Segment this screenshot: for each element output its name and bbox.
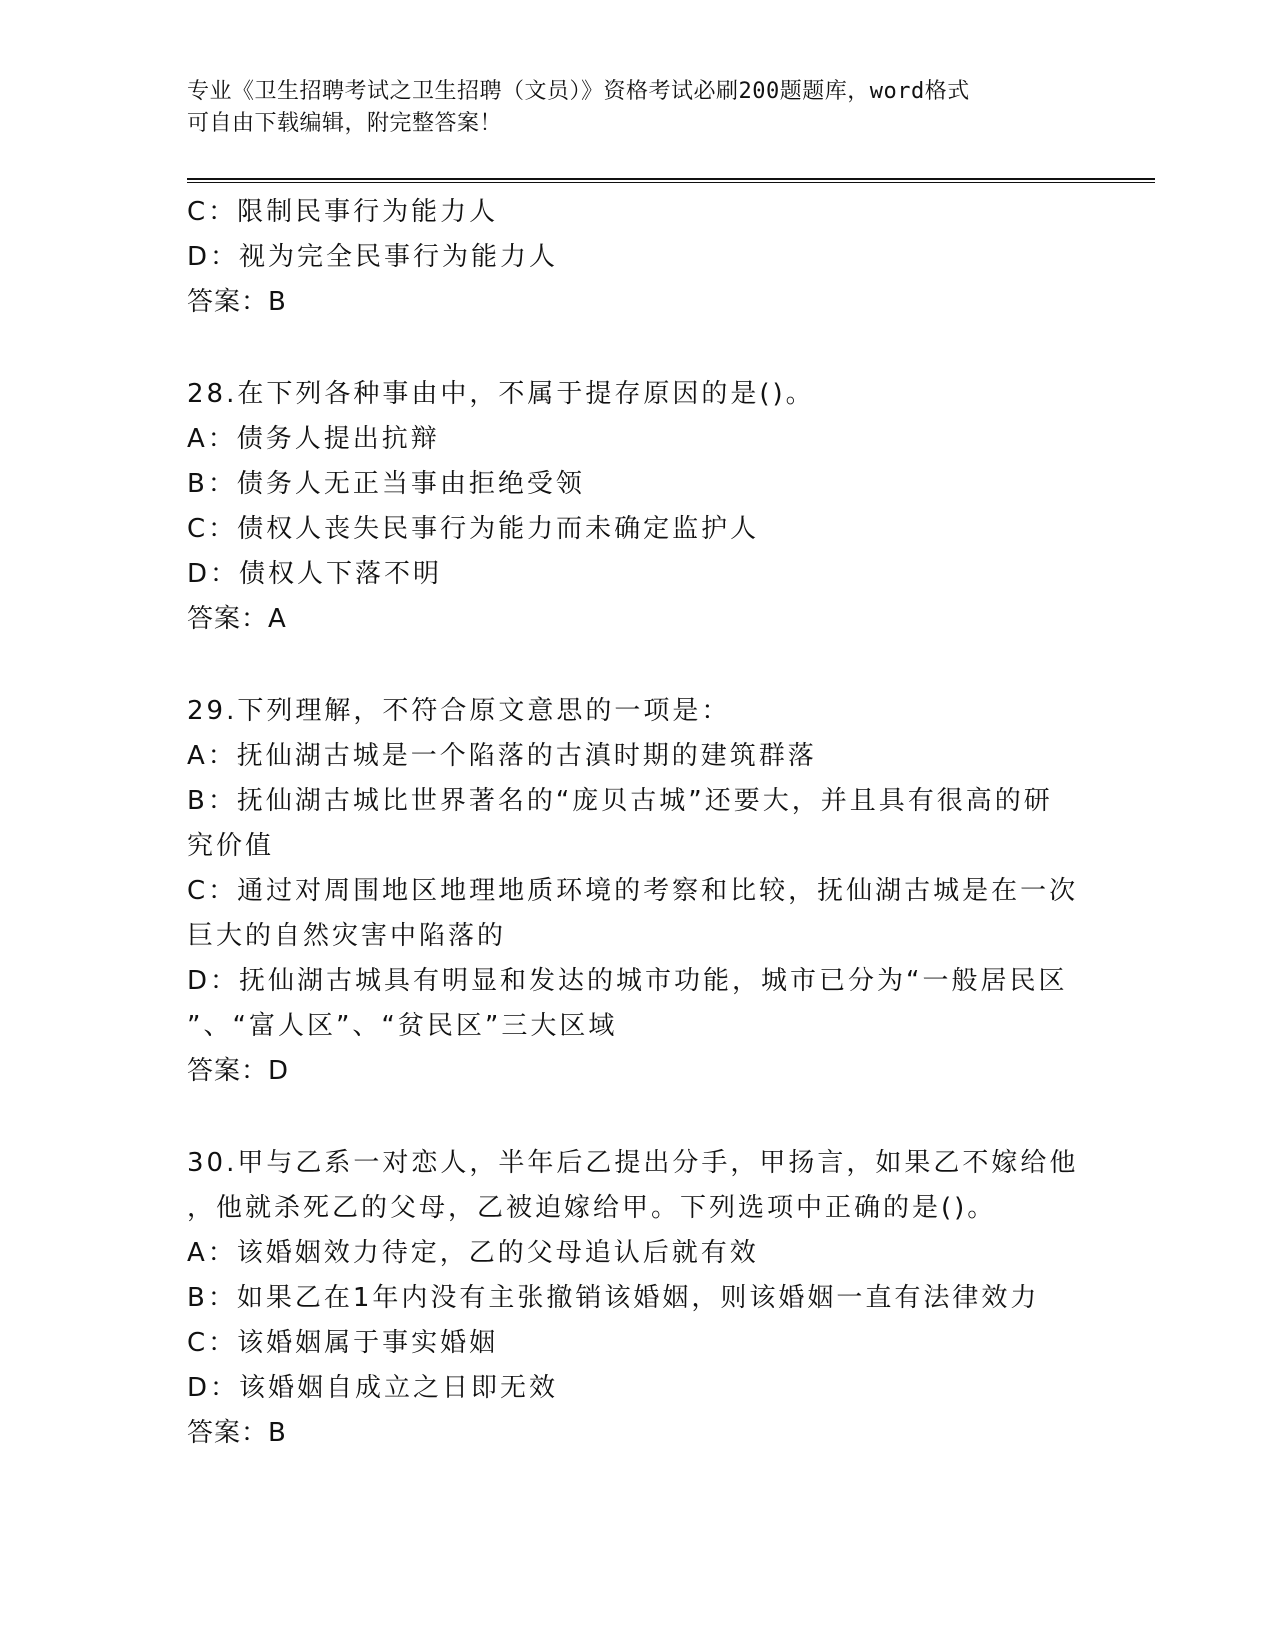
option-c: C：该婚姻属于事实婚姻 bbox=[187, 1328, 499, 1358]
option-d: D：该婚姻自成立之日即无效 bbox=[187, 1373, 559, 1403]
option-b: B：债务人无正当事由拒绝受领 bbox=[187, 469, 585, 499]
option-d: D：视为完全民事行为能力人 bbox=[187, 242, 559, 272]
option-c-line-2: 巨大的自然灾害中陷落的 bbox=[187, 921, 507, 951]
question-27-tail bbox=[187, 190, 1087, 325]
spacer bbox=[187, 1094, 1087, 1141]
question-text-line-1: 30.甲与乙系一对恋人，半年后乙提出分手，甲扬言，如果乙不嫁给他 bbox=[187, 1148, 1079, 1178]
question-28 bbox=[187, 372, 1087, 642]
option-c: C：限制民事行为能力人 bbox=[187, 197, 499, 227]
header-line-1: 专业《卫生招聘考试之卫生招聘（文员）》资格考试必刷200题题库，word格式 bbox=[187, 79, 970, 104]
header-divider-thin bbox=[187, 182, 1155, 183]
spacer bbox=[187, 642, 1087, 689]
option-c: C：债权人丧失民事行为能力而未确定监护人 bbox=[187, 514, 760, 544]
option-c-line-1: C：通过对周围地区地理地质环境的考察和比较，抚仙湖古城是在一次 bbox=[187, 876, 1079, 906]
spacer bbox=[187, 325, 1087, 372]
option-d-line-2: ”、“富人区”、“贫民区”三大区域 bbox=[187, 1011, 618, 1041]
option-d: D：债权人下落不明 bbox=[187, 559, 443, 589]
answer: 答案：A bbox=[187, 604, 287, 634]
question-text: 29.下列理解，不符合原文意思的一项是： bbox=[187, 696, 731, 726]
option-d-line-1: D：抚仙湖古城具有明显和发达的城市功能，城市已分为“一般居民区 bbox=[187, 966, 1068, 996]
document-header bbox=[187, 76, 1087, 140]
answer: 答案：B bbox=[187, 287, 287, 317]
option-a: A：该婚姻效力待定，乙的父母追认后就有效 bbox=[187, 1238, 759, 1268]
option-b: B：如果乙在1年内没有主张撤销该婚姻，则该婚姻一直有法律效力 bbox=[187, 1283, 1040, 1313]
option-b-line-2: 究价值 bbox=[187, 831, 275, 861]
option-b-line-1: B：抚仙湖古城比世界著名的“庞贝古城”还要大，并且具有很高的研 bbox=[187, 786, 1053, 816]
answer: 答案：D bbox=[187, 1056, 290, 1086]
header-line-2: 可自由下载编辑，附完整答案！ bbox=[187, 111, 503, 136]
header-divider-thick bbox=[187, 178, 1155, 180]
question-text: 28.在下列各种事由中，不属于提存原因的是()。 bbox=[187, 379, 815, 409]
question-text-line-2: ，他就杀死乙的父母，乙被迫嫁给甲。下列选项中正确的是()。 bbox=[187, 1193, 997, 1223]
option-a: A：债务人提出抗辩 bbox=[187, 424, 440, 454]
question-30 bbox=[187, 1141, 1087, 1456]
question-list bbox=[187, 190, 1087, 1456]
option-a: A：抚仙湖古城是一个陷落的古滇时期的建筑群落 bbox=[187, 741, 817, 771]
question-29 bbox=[187, 689, 1087, 1094]
answer: 答案：B bbox=[187, 1418, 287, 1448]
